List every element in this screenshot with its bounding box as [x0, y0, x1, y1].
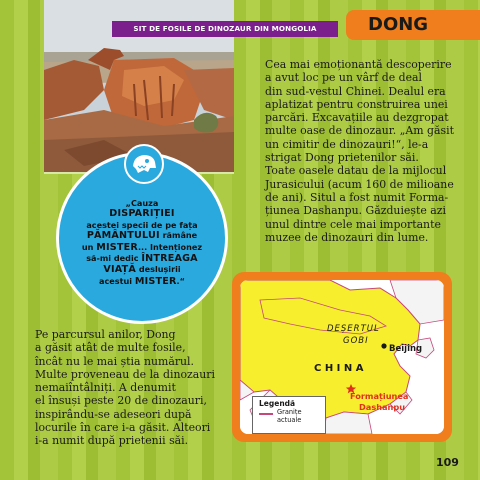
text-line: Cea mai emoționantă descoperire [265, 58, 452, 71]
text-line: un cimitir de dinozauri!“, le-a [265, 137, 429, 151]
text-line: locurile în care i-a găsit. Alteori [35, 421, 211, 435]
text-line: din sud-vestul Chinei. Dealul era [265, 84, 446, 98]
quote-fragment: .“ [176, 275, 185, 286]
text-line: strigat Dong prietenilor săi. [265, 151, 419, 165]
text-line: i-a numit după prietenii săi. [35, 434, 189, 448]
dinosaur-skull-icon [124, 144, 164, 184]
quote-fragment: rămâne [159, 230, 198, 241]
map-legend [252, 396, 326, 434]
text-line: Jurasicului (acum 160 de milioane [265, 177, 454, 191]
quote-emphasis: PĂMÂNTULUI [86, 230, 160, 242]
quote-fragment: acestui [99, 275, 135, 286]
secondary-paragraph [35, 328, 230, 448]
legend-title: Legendă [259, 399, 296, 408]
quote-fragment: să-mi dedic [86, 253, 142, 264]
quote-fragment: ... Intenționez [137, 241, 203, 252]
text-line: aplatizat pentru construirea unei [265, 97, 448, 111]
text-line: a găsit atât de multe fosile, [35, 341, 186, 355]
border-line-icon [259, 413, 273, 415]
text-line: parcări. Excavațiile au dezgropat [265, 111, 449, 125]
dashanpu-label-2: Dashanpu [359, 402, 406, 412]
quote-emphasis: DISPARIȚIEI [109, 208, 175, 220]
text-line: a avut loc pe un vârf de deal [265, 71, 423, 85]
page-number: 109 [436, 456, 459, 469]
china-label: C H I N A [314, 363, 364, 374]
text-line: de ani). Situl a fost numit Forma- [265, 190, 449, 204]
quote-fragment: „Cauza [125, 198, 159, 208]
legend-item: Granițe actuale [277, 408, 302, 424]
text-line: încât nu le mai știa numărul. [35, 354, 194, 368]
text-line: multe oase de dinozaur. „Am găsit [265, 124, 454, 138]
quote-fragment: acestei specii de pe fața [86, 219, 198, 230]
text-line: el însuși peste 20 de dinozauri, [35, 394, 207, 408]
page-title: DONG [346, 10, 480, 40]
photo-caption: SIT DE FOSILE DE DINOZAUR DIN MONGOLIA [112, 21, 338, 37]
quote-emphasis: MISTER [134, 275, 177, 287]
gobi-desert-label: DEȘERTUL [327, 324, 380, 334]
quote-emphasis: VIAȚĂ [103, 264, 137, 276]
beijing-label: Beijing [389, 344, 423, 354]
dashanpu-label: Formațiunea [350, 391, 409, 401]
text-line: inspirându-se adeseori după [35, 407, 192, 421]
main-paragraph [265, 58, 470, 244]
quote-fragment: deslușirii [136, 264, 181, 275]
quote-text [78, 198, 206, 287]
text-line: muzee de dinozauri din lume. [265, 230, 429, 244]
text-line: unul dintre cele mai importante [265, 217, 441, 231]
text-line: nemaiîntâlniți. A denumit [35, 381, 176, 395]
quote-emphasis: MISTER [96, 241, 138, 253]
text-line: Toate oasele datau de la mijlocul [265, 164, 447, 178]
gobi-desert-label-2: GOBI [343, 336, 369, 346]
quote-emphasis: ÎNTREAGA [141, 253, 198, 265]
text-line: Pe parcursul anilor, Dong [35, 328, 176, 341]
quote-fragment: un [81, 241, 97, 252]
text-line: Multe proveneau de la dinozauri [35, 367, 215, 381]
text-line: țiunea Dashanpu. Găzduiește azi [265, 204, 446, 218]
